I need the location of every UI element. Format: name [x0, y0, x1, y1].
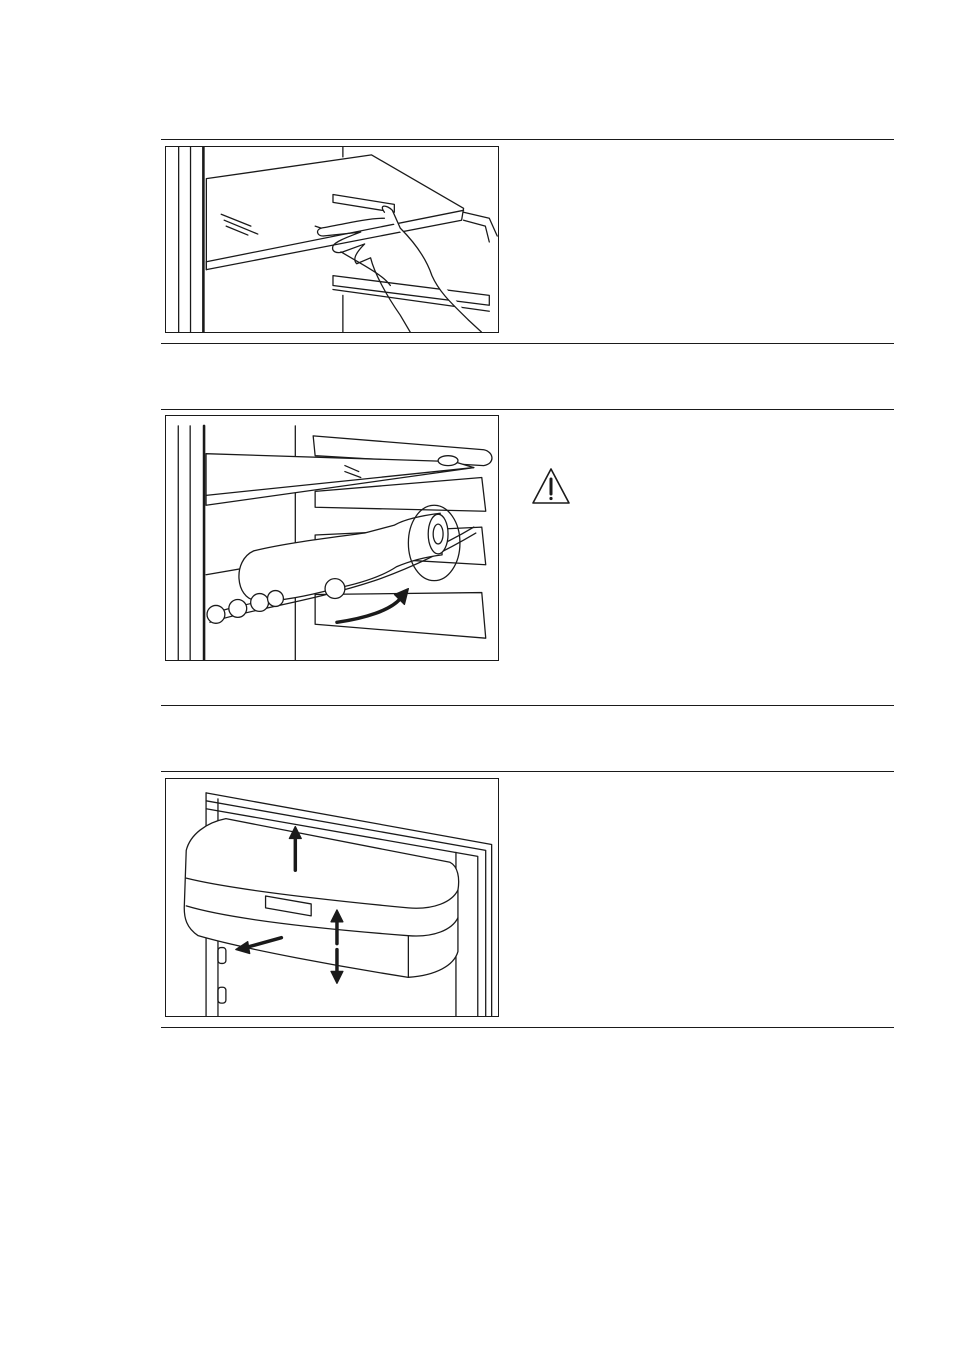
warning-triangle-icon — [531, 467, 571, 505]
bottle-rack-icon — [166, 416, 498, 660]
shelf-removal-figure — [165, 146, 499, 333]
door-balcony-figure — [165, 778, 499, 1017]
section-3-top-rule — [161, 771, 894, 772]
door-balcony-removal-icon — [166, 779, 498, 1016]
section-3-bottom-rule — [161, 1027, 894, 1028]
section-2-top-rule — [161, 409, 894, 410]
section-2-bottom-rule — [161, 705, 894, 706]
bottle-rack-figure — [165, 415, 499, 661]
section-1-bottom-rule — [161, 343, 894, 344]
shelf-removal-hand-icon — [166, 147, 498, 332]
section-1-top-rule — [161, 139, 894, 140]
